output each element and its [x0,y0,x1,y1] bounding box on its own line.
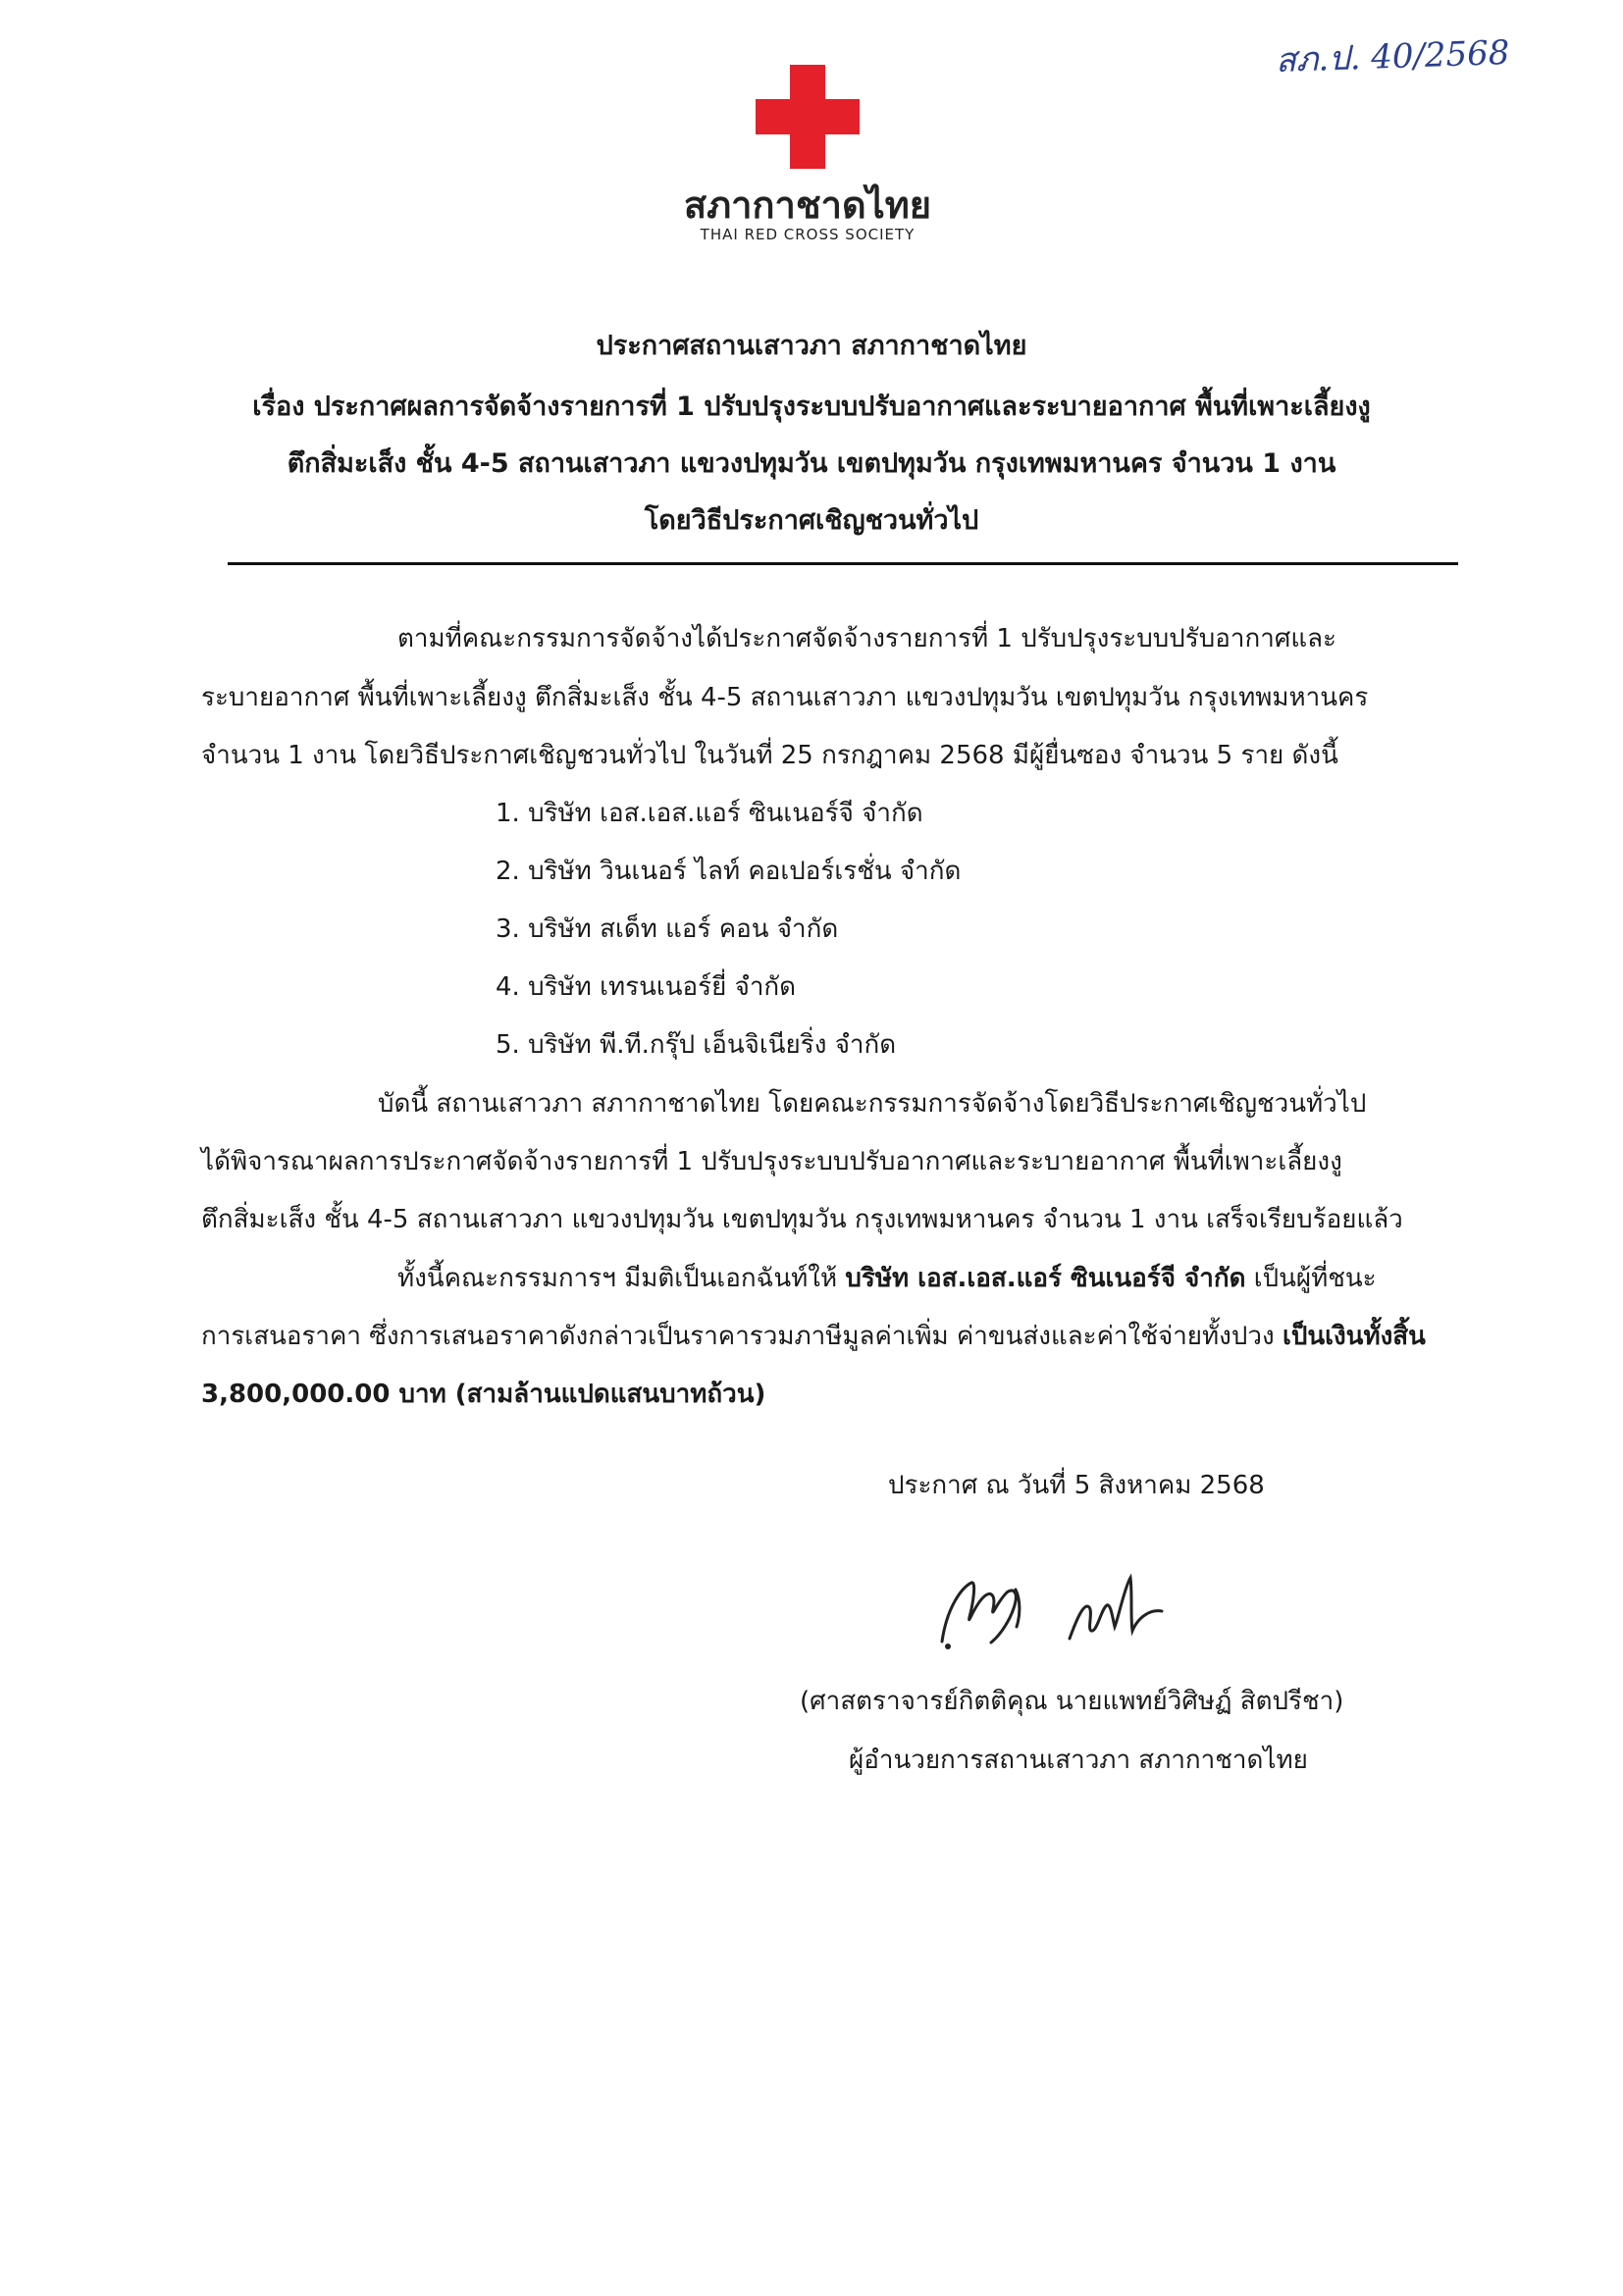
subject-line-2: ตึกสิ่มะเส็ง ชั้น 4-5 สถานเสาวภา แขวงปทุมวัน เขตปทุมวัน กรุงเทพมหานคร จำนวน 1 งาน [287,448,1336,479]
total-amount: 3,800,000.00 บาท (สามล้านแปดแสนบาทถ้วน) [201,1380,766,1409]
winner-name: บริษัท เอส.เอส.แอร์ ซินเนอร์จี จำกัด [845,1264,1246,1293]
bidder-item: 3. บริษัท สเด็ท แอร์ คอน จำกัด [496,914,839,944]
org-name-thai: สภากาชาดไทย [683,183,932,227]
announcement-title: ประกาศสถานเสาวภา สภากาชาดไทย [596,331,1027,361]
red-cross-icon [756,65,860,169]
winner-suffix: เป็นผู้ที่ชนะ [1245,1264,1377,1293]
announcement-date: ประกาศ ณ วันที่ 5 สิงหาคม 2568 [888,1471,1265,1500]
paragraph-3-line-1 [397,1258,1377,1298]
subject-line-3: โดยวิธีประกาศเชิญชวนทั่วไป [644,505,979,536]
title-divider [228,562,1458,565]
paragraph-3-line-3 [201,1374,765,1414]
bidder-item: 5. บริษัท พี.ที.กรุ๊ป เอ็นจิเนียริ่ง จำกัด [496,1030,897,1060]
price-description: การเสนอราคา ซึ่งการเสนอราคาดังกล่าวเป็นราคารวมภาษีมูลค่าเพิ่ม ค่าขนส่งและค่าใช้จ่ายทั้งปวง [201,1322,1283,1351]
paragraph-2-line-3: ตึกสิ่มะเส็ง ชั้น 4-5 สถานเสาวภา แขวงปทุมวัน เขตปทุมวัน กรุงเทพมหานคร จำนวน 1 งาน เสร็จเรียบร้อยแล้ว [201,1205,1403,1234]
signature-icon [922,1548,1217,1666]
paragraph-1-line-3: จำนวน 1 งาน โดยวิธีประกาศเชิญชวนทั่วไป ในวันที่ 25 กรกฎาคม 2568 มีผู้ยื่นซอง จำนวน 5 ราย ดังนี้ [201,741,1338,770]
signer-title: ผู้อำนวยการสถานเสาวภา สภากาชาดไทย [849,1746,1308,1775]
subject-line-1: เรื่อง ประกาศผลการจัดจ้างรายการที่ 1 ปรับปรุงระบบปรับอากาศและระบายอากาศ พื้นที่เพาะเลี้ยงงู [252,391,1371,422]
org-name-english: THAI RED CROSS SOCIETY [700,226,916,243]
document-number: สภ.ป. 40/2568 [1275,32,1511,81]
bidder-item: 4. บริษัท เทรนเนอร์ยี่ จำกัด [496,972,797,1002]
bidder-item: 1. บริษัท เอส.เอส.แอร์ ซินเนอร์จี จำกัด [496,799,923,828]
paragraph-3-line-2 [201,1316,1426,1356]
paragraph-1-line-2: ระบายอากาศ พื้นที่เพาะเลี้ยงงู ตึกสิ่มะเส็ง ชั้น 4-5 สถานเสาวภา แขวงปทุมวัน เขตปทุมวัน กรุงเทพมหานคร [201,683,1369,712]
paragraph-1-line-1: ตามที่คณะกรรมการจัดจ้างได้ประกาศจัดจ้างรายการที่ 1 ปรับปรุงระบบปรับอากาศและ [397,624,1336,653]
total-label: เป็นเงินทั้งสิ้น [1282,1322,1426,1351]
signer-name: (ศาสตราจารย์กิตติคุณ นายแพทย์วิศิษฏ์ สิตปรีชา) [800,1687,1344,1716]
paragraph-2-line-1: บัดนี้ สถานเสาวภา สภากาชาดไทย โดยคณะกรรมการจัดจ้างโดยวิธีประกาศเชิญชวนทั่วไป [378,1089,1367,1119]
resolution-text: ทั้งนี้คณะกรรมการฯ มีมติเป็นเอกฉันท์ให้ [397,1264,846,1293]
paragraph-2-line-2: ได้พิจารณาผลการประกาศจัดจ้างรายการที่ 1 ปรับปรุงระบบปรับอากาศและระบายอากาศ พื้นที่เพาะเลี้ยงงู [201,1147,1342,1176]
bidder-item: 2. บริษัท วินเนอร์ ไลท์ คอเปอร์เรชั่น จำกัด [496,857,962,886]
